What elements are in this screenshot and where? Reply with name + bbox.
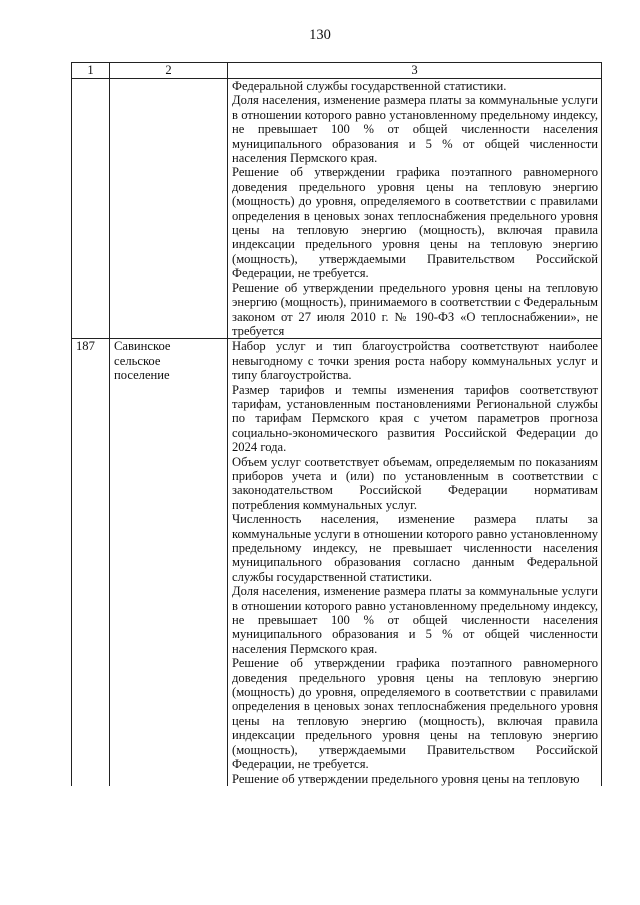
paragraph: Федеральной службы государственной статистики. [232, 79, 507, 93]
paragraph: Решение об утверждении предельного уровня цены на тепловую [232, 771, 580, 786]
column-header-number: 1 [72, 63, 110, 79]
row-name [110, 339, 228, 786]
table-row [72, 339, 602, 786]
row-content [228, 339, 602, 786]
row-name-line: Савинское [114, 339, 171, 354]
paragraph: Решение об утверждении графика поэтапного равномерного доведения предельного уровня цены на тепловую энергию (мощность) до уровня, определяемого в соответствии с правилами определения в ценовых зонах теплоснабжения предельного уровня цены на тепловую энергию (мощность), включая правила индексации предельного уровня цены на тепловую энергию (мощность), утверждаемыми Правительством Российской Федерации, не требуется. [232, 656, 598, 772]
paragraph: Решение об утверждении предельного уровня цены на тепловую энергию (мощность), принимаемого в соответствии с Федеральным законом от 27 июля 2010 г. № 190-ФЗ «О теплоснабжении», не требуется [232, 280, 598, 338]
column-header-name: 2 [110, 63, 228, 79]
table-header-row [72, 63, 602, 79]
row-number: 187 [72, 339, 110, 786]
row-name-line: поселение [114, 368, 170, 383]
table-row [72, 79, 602, 339]
document-table [71, 62, 602, 786]
paragraph: Решение об утверждении графика поэтапного равномерного доведения предельного уровня цены на тепловую энергию (мощность) до уровня, определяемого в соответствии с правилами определения в ценовых зонах теплоснабжения предельного уровня цены на тепловую энергию (мощность), включая правила индексации предельного уровня цены на тепловую энергию (мощность), утверждаемыми Правительством Российской Федерации, не требуется. [232, 165, 598, 281]
row-name [110, 79, 228, 339]
page-number: 130 [309, 27, 331, 43]
paragraph: Набор услуг и тип благоустройства соответствуют наиболее невыгодному с точки зрения роста набору коммунальных услуг и типу благоустройства. [232, 339, 598, 383]
paragraph: Доля населения, изменение размера платы за коммунальные услуги в отношении которого равно установленному предельному индексу, не превышает 100 % от общей численности населения муниципального образования и 5 % от общей численности населения Пермского края. [232, 584, 598, 656]
row-number [72, 79, 110, 339]
paragraph: Объем услуг соответствует объемам, определяемым по показаниям приборов учета и (или) по установленным в соответствии с законодательством Российской Федерации нормативам потребления коммунальных услуг. [232, 454, 598, 512]
column-header-content: 3 [228, 63, 602, 79]
paragraph: Доля населения, изменение размера платы за коммунальные услуги в отношении которого равно установленному предельному индексу, не превышает 100 % от общей численности населения муниципального образования и 5 % от общей численности населения Пермского края. [232, 93, 598, 166]
row-content [228, 79, 602, 339]
paragraph: Численность населения, изменение размера платы за коммунальные услуги в отношении которого равно установленному предельному индексу, не превышает численности населения муниципального образования согласно данным Федеральной службы государственной статистики. [232, 512, 598, 584]
paragraph: Размер тарифов и темпы изменения тарифов соответствуют тарифам, установленным постановлениями Региональной службы по тарифам Пермского края с учетом параметров прогноза социально-экономического развития Российской Федерации до 2024 года. [232, 382, 598, 455]
row-name-line: сельское [114, 353, 161, 368]
